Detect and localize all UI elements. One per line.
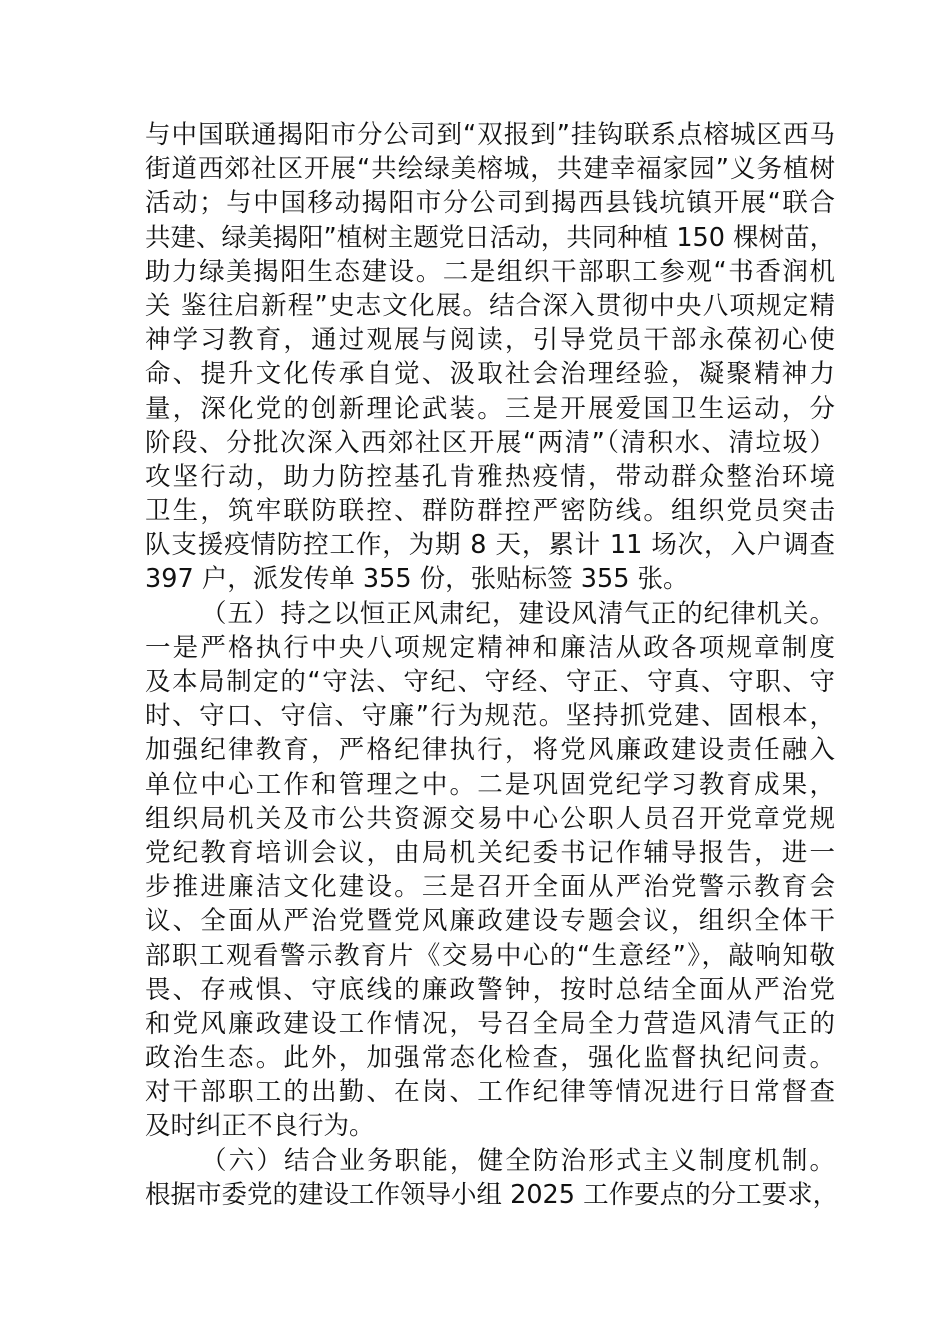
text-line: 助力绿美揭阳生态建设。二是组织干部职工参观“书香润机: [145, 256, 835, 287]
text-line: 街道西郊社区开展“共绘绿美榕城，共建幸福家园”义务植树: [145, 154, 835, 185]
text-line: 攻坚行动，助力防控基孔肯雅热疫情，带动群众整治环境: [145, 461, 835, 492]
text-line: 畏、存戒惧、守底线的廉政警钟，按时总结全面从严治党: [145, 974, 835, 1005]
text-line: 议、全面从严治党暨党风廉政建设专题会议，组织全体干: [145, 906, 835, 937]
text-line: 对干部职工的出勤、在岗、工作纪律等情况进行日常督查: [145, 1077, 835, 1108]
text-line: 及本局制定的“守法、守纪、守经、守正、守真、守职、守: [145, 667, 835, 697]
text-line: 397 户，派发传单 355 份，张贴标签 355 张。: [145, 564, 689, 595]
text-line: 命、提升文化传承自觉、汲取社会治理经验，凝聚精神力: [145, 359, 835, 390]
text-line: 政治生态。此外，加强常态化检查，强化监督执纪问责。: [145, 1043, 835, 1074]
text-line: 单位中心工作和管理之中。二是巩固党纪学习教育成果，: [145, 769, 835, 800]
text-line: 及时纠正不良行为。: [145, 1111, 375, 1142]
section-heading-6: （六）结合业务职能，健全防治形式主义制度机制。: [201, 1145, 835, 1176]
text-line: 根据市委党的建设工作领导小组 2025 工作要点的分工要求，: [145, 1179, 839, 1210]
text-line: 一是严格执行中央八项规定精神和廉洁从政各项规章制度: [145, 632, 835, 663]
text-line: 卫生，筑牢联防联控、群防群控严密防线。组织党员突击: [145, 496, 835, 527]
text-line: 神学习教育，通过观展与阅读，引导党员干部永葆初心使: [145, 325, 835, 356]
text-line: 关 鉴往启新程”史志文化展。结合深入贯彻中央八项规定精: [145, 290, 835, 321]
text-line: 阶段、分批次深入西郊社区开展“两清”（清积水、清垃圾）: [145, 427, 835, 458]
body-text: [145, 118, 839, 1212]
text-line: 党纪教育培训会议，由局机关纪委书记作辅导报告，进一: [145, 837, 835, 868]
text-line: 部职工观看警示教育片《交易中心的“生意经”》，敲响知敬: [145, 940, 835, 971]
text-line: 组织局机关及市公共资源交易中心公职人员召开党章党规: [145, 803, 835, 834]
text-line: 与中国联通揭阳市分公司到“双报到”挂钩联系点榕城区西马: [145, 120, 835, 150]
text-line: 活动；与中国移动揭阳市分公司到揭西县钱坑镇开展“联合: [145, 188, 835, 219]
text-line: 量，深化党的创新理论武装。三是开展爱国卫生运动，分: [145, 393, 835, 424]
text-line: 队支援疫情防控工作，为期 8 天，累计 11 场次，入户调查: [145, 530, 835, 561]
text-line: 步推进廉洁文化建设。三是召开全面从严治党警示教育会: [145, 872, 835, 903]
text-line: 共建、绿美揭阳”植树主题党日活动，共同种植 150 棵树苗，: [145, 222, 836, 253]
text-line: 时、守口、守信、守廉”行为规范。坚持抓党建、固根本，: [145, 701, 835, 732]
section-heading-5: （五）持之以恒正风肃纪，建设风清气正的纪律机关。: [201, 598, 835, 629]
text-line: 和党风廉政建设工作情况，号召全局全力营造风清气正的: [145, 1008, 835, 1039]
text-line: 加强纪律教育，严格纪律执行，将党风廉政建设责任融入: [145, 735, 835, 766]
